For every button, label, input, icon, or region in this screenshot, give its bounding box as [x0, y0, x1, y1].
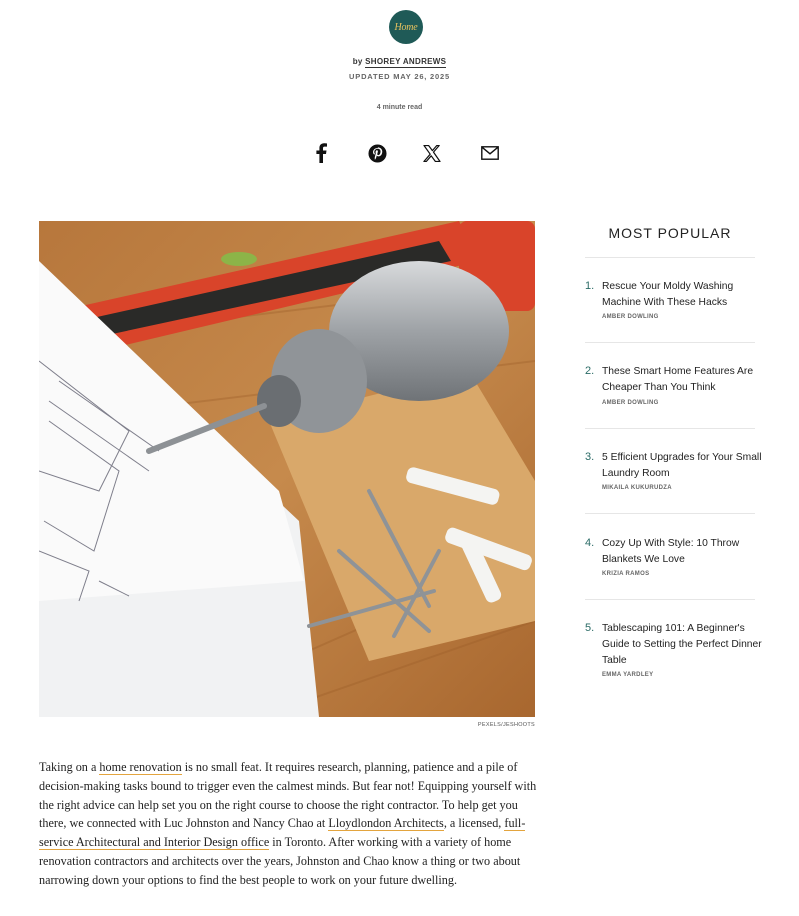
- x-share-button[interactable]: [421, 142, 443, 164]
- divider: [585, 257, 755, 258]
- item-title[interactable]: These Smart Home Features Are Cheaper Than You Think: [602, 366, 754, 393]
- design-office-link[interactable]: full-service Architectural and Interior Design office: [39, 816, 526, 850]
- item-title[interactable]: Rescue Your Moldy Washing Machine With These Hacks: [602, 281, 734, 308]
- item-author: KRIZIA RAMOS: [602, 571, 650, 577]
- logo-text: Home: [394, 21, 418, 33]
- facebook-icon: [315, 143, 327, 163]
- pinterest-share-button[interactable]: [366, 142, 388, 164]
- author-link[interactable]: SHOREY ANDREWS: [365, 57, 447, 66]
- item-number: 2.: [585, 365, 595, 377]
- item-number: 4.: [585, 537, 595, 549]
- lloydlondon-architects-link[interactable]: Lloydlondon Architects: [328, 816, 444, 831]
- article-text: in Toronto. After working with a variety of home renovation contractors and architects over the years, Johnston and Chao know a thing or two about narrowing down your options to find the best people to work on your future dwelling.: [39, 835, 521, 887]
- updated-date: UPDATED MAY 26, 2025: [349, 72, 450, 81]
- divider: [585, 599, 755, 600]
- facebook-share-button[interactable]: [310, 142, 332, 164]
- mail-icon: [481, 146, 499, 160]
- image-credit: PEXELS/JESHOOTS: [477, 722, 535, 728]
- item-title[interactable]: Cozy Up With Style: 10 Throw Blankets We Love: [602, 538, 740, 565]
- hero-image: [39, 221, 535, 717]
- item-number: 1.: [585, 280, 595, 292]
- pinterest-icon: [368, 144, 387, 163]
- item-number: 5.: [585, 622, 595, 634]
- article-text: Taking on a: [39, 760, 100, 774]
- home-renovation-link[interactable]: home renovation: [99, 760, 182, 774]
- article-body: [39, 758, 539, 890]
- item-author: MIKAILA KUKURUDZA: [602, 485, 672, 491]
- item-author: AMBER DOWLING: [602, 400, 659, 406]
- divider: [585, 513, 755, 514]
- byline: [0, 57, 799, 66]
- article-text: is no small feat. It requires research, planning, patience and a pile of decision-making tasks bound to trigger even the calmest minds. But fear not! Equipping yourself with the right advice can help set you on the right course to choose the right contractor. To help get you there, we connected with Luc Johnston and Nancy Chao at: [39, 760, 537, 831]
- divider: [585, 342, 755, 343]
- item-author: EMMA YARDLEY: [602, 672, 654, 678]
- site-logo[interactable]: [389, 10, 423, 44]
- byline-prefix: by: [352, 57, 363, 66]
- read-time: 4 minute read: [376, 104, 423, 111]
- x-icon: [423, 145, 441, 162]
- article-text: , a licensed,: [443, 816, 505, 831]
- item-title[interactable]: Tablescaping 101: A Beginner's Guide to Setting the Perfect Dinner Table: [602, 623, 762, 666]
- item-title[interactable]: 5 Efficient Upgrades for Your Small Laundry Room: [602, 452, 762, 479]
- item-author: AMBER DOWLING: [602, 314, 659, 320]
- item-number: 3.: [585, 451, 595, 463]
- divider: [585, 428, 755, 429]
- most-popular-title: MOST POPULAR: [608, 225, 732, 241]
- email-share-button[interactable]: [479, 142, 501, 164]
